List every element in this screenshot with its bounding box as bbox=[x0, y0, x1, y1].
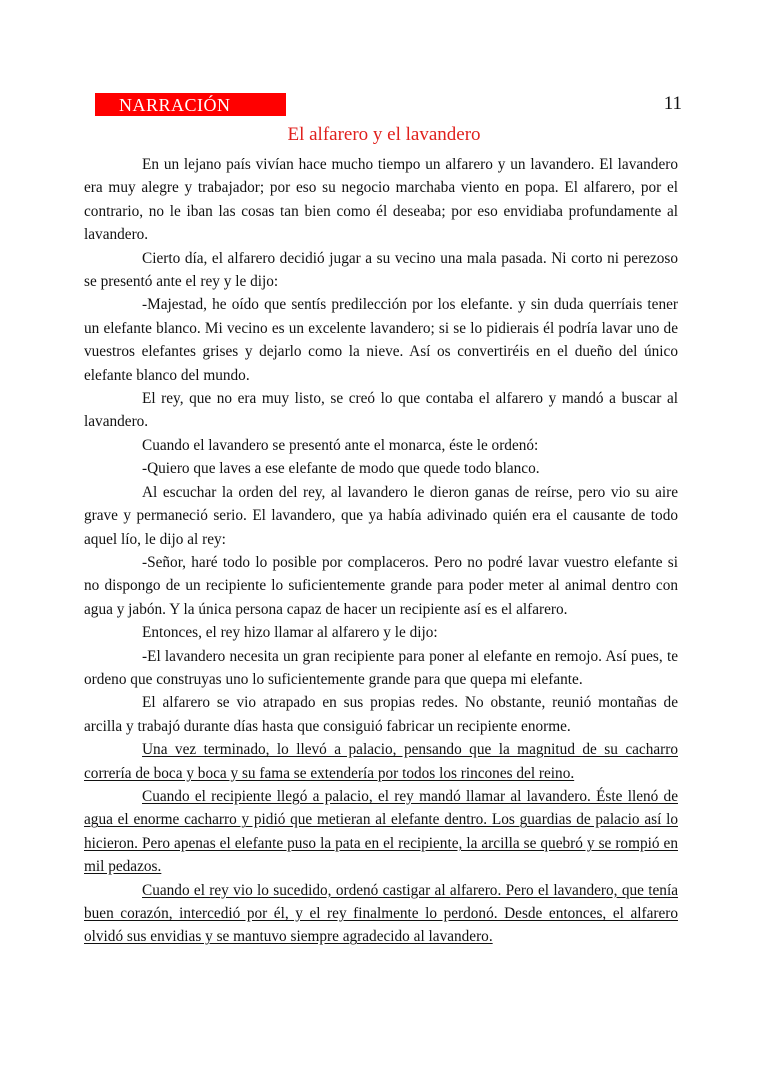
paragraph: Al escuchar la orden del rey, al lavandero le dieron ganas de reírse, pero vio su aire grave y permaneció serio. El lavandero, que ya había adivinado quién era el causante de todo aquel lío, le dijo al rey: bbox=[84, 483, 678, 548]
page-number: 11 bbox=[663, 93, 682, 114]
underlined-paragraph: Cuando el recipiente llegó a palacio, el rey mandó llamar al lavandero. Éste llenó de agua el enorme cacharro y pidió que metieran al elefante dentro. Los guardias de palacio así lo hicieron. Pero apenas el elefante puso la pata en el recipiente, la arcilla se quebró y se rompió en mil pedazos. bbox=[84, 787, 678, 876]
story-body bbox=[84, 153, 678, 949]
paragraph: -Señor, haré todo lo posible por complaceros. Pero no podré lavar vuestro elefante si no dispongo de un recipiente lo suficientemente grande para poder meter al animal dentro con agua y jabón. Y la única persona capaz de hacer un recipiente así es el alfarero. bbox=[84, 553, 678, 618]
paragraph: Cierto día, el alfarero decidió jugar a su vecino una mala pasada. Ni corto ni perezoso se presentó ante el rey y le dijo: bbox=[84, 249, 678, 291]
paragraph: -Majestad, he oído que sentís predilección por los elefante. y sin duda querríais tener un elefante blanco. Mi vecino es un excelente lavandero; si se lo pidierais él podría lavar uno de vuestros elefantes grises y dejarlo como la nieve. Así os convertiréis en el dueño del único elefante blanco del mundo. bbox=[84, 296, 678, 384]
section-label: NARRACIÓN bbox=[119, 95, 231, 115]
paragraph: En un lejano país vivían hace mucho tiempo un alfarero y un lavandero. El lavandero era muy alegre y trabajador; por eso su negocio marchaba viento en popa. El alfarero, por el contrario, no le iban las cosas tan bien como él deseaba; por eso envidiaba profundamente al lavandero. bbox=[84, 156, 678, 244]
paragraph: Entonces, el rey hizo llamar al alfarero y le dijo: bbox=[142, 624, 438, 642]
paragraph: -Quiero que laves a ese elefante de modo que quede todo blanco. bbox=[142, 460, 540, 478]
paragraph: -El lavandero necesita un gran recipiente para poner al elefante en remojo. Así pues, te ordeno que construyas uno lo suficientemente grande para que quepa mi elefante. bbox=[84, 647, 678, 688]
underlined-paragraph: Cuando el rey vio lo sucedido, ordenó castigar al alfarero. Pero el lavandero, que tenía buen corazón, intercedió por él, y el rey finalmente lo perdonó. Desde entonces, el alfarero olvidó sus envidias y se mantuvo siempre agradecido al lavandero. bbox=[84, 881, 678, 946]
paragraph: Cuando el lavandero se presentó ante el monarca, éste le ordenó: bbox=[142, 436, 539, 454]
section-header-bar bbox=[95, 93, 286, 116]
underlined-paragraph: Una vez terminado, lo llevó a palacio, pensando que la magnitud de su cacharro correría de boca y boca y su fama se extendería por todos los rincones del reino. bbox=[84, 741, 678, 782]
paragraph: El alfarero se vio atrapado en sus propias redes. No obstante, reunió montañas de arcilla y trabajó durante días hasta que consiguió fabricar un recipiente enorme. bbox=[84, 694, 678, 735]
story-title: El alfarero y el lavandero bbox=[287, 124, 481, 145]
paragraph: El rey, que no era muy listo, se creó lo que contaba el alfarero y mandó a buscar al lavandero. bbox=[84, 390, 678, 431]
